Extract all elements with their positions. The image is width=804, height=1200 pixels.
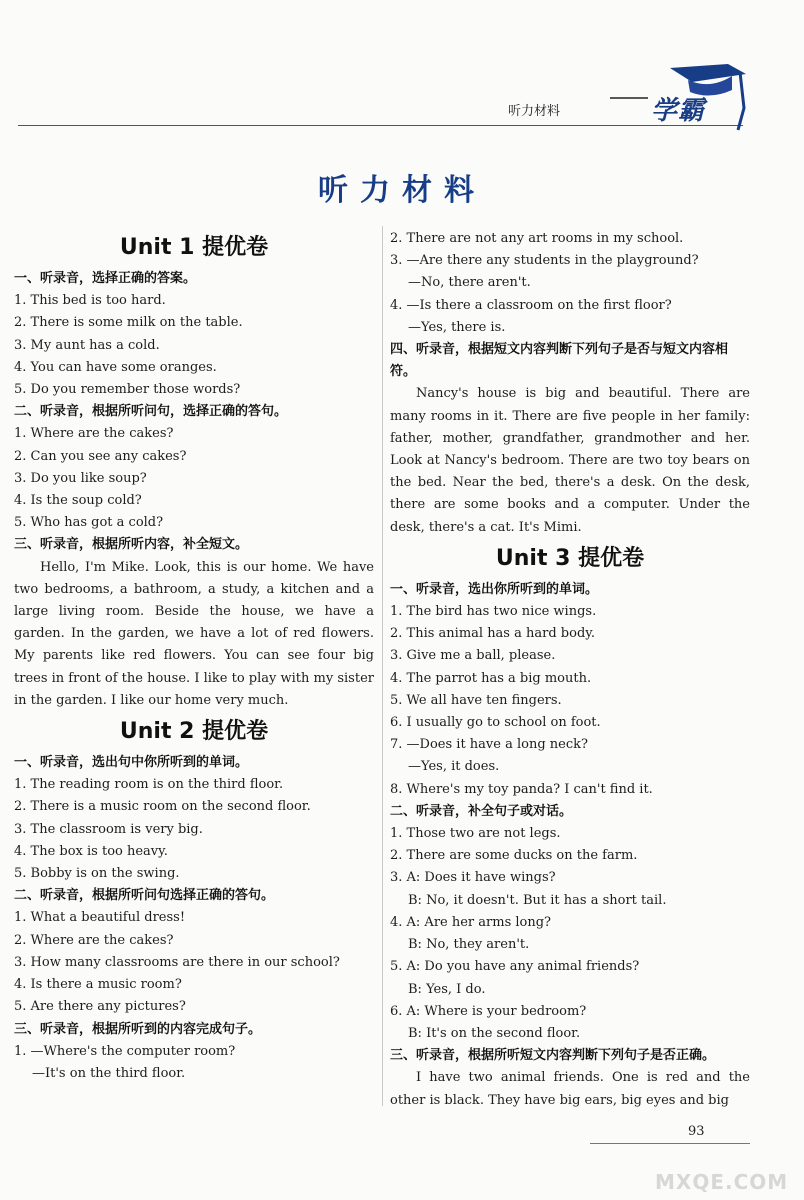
passage-paragraph: I have two animal friends. One is red and the other is black. They have big ears, big eyes and big xyxy=(390,1070,750,1108)
passage-paragraph: Nancy's house is big and beautiful. There are many rooms in it. There are five people in her family: father, mother, grandfather, grandmother and her. Look at Nancy's bedroom. There are two toy bears on the bed. Near the bed, there's a desk. On the desk, there are some books and a computer. Under the desk, there's a cat. It's Mimi. xyxy=(390,386,750,535)
list-item: 1. What a beautiful dress! xyxy=(14,910,186,926)
list-item: 1. This bed is too hard. xyxy=(14,293,166,309)
unit-heading: Unit 3 提优卷 xyxy=(495,545,645,571)
dialogue-line: —Yes, it does. xyxy=(408,759,500,775)
logo-text: 学霸 xyxy=(651,96,706,126)
unit-heading: Unit 1 提优卷 xyxy=(119,235,269,260)
page-header xyxy=(0,0,804,140)
header-label: 听力材料 xyxy=(508,104,561,119)
unit-heading: Unit 2 提优卷 xyxy=(119,719,269,745)
page-title: 听力材料 xyxy=(318,173,486,208)
dialogue-line: —No, there aren't. xyxy=(408,275,531,291)
section-heading: 二、听录音，补全句子或对话。 xyxy=(390,803,573,819)
list-item: 2. There are some ducks on the farm. xyxy=(390,848,638,864)
list-item: 5. We all have ten fingers. xyxy=(390,692,562,708)
section-heading: 一、听录音，选出你所听到的单词。 xyxy=(390,581,599,597)
dialogue-line: —It's on the third floor. xyxy=(32,1065,186,1081)
dialogue-line: B: It's on the second floor. xyxy=(408,1025,581,1041)
list-item: 2. There is a music room on the second floor. xyxy=(14,799,311,815)
dialogue-line: B: No, it doesn't. But it has a short tail. xyxy=(408,892,667,908)
list-item: 5. Are there any pictures? xyxy=(14,999,186,1015)
list-item: 1. Those two are not legs. xyxy=(390,826,561,842)
list-item: 4. The box is too heavy. xyxy=(14,843,168,859)
right-column xyxy=(390,228,750,1112)
list-item: 5. A: Do you have any animal friends? xyxy=(390,959,640,975)
list-item: 2. This animal has a hard body. xyxy=(390,626,596,642)
section-heading: 一、听录音，选出句中你所听到的单词。 xyxy=(14,755,249,771)
list-item: 6. A: Where is your bedroom? xyxy=(390,1003,587,1019)
list-item: 5. Who has got a cold? xyxy=(14,515,164,531)
list-item: 4. Is the soup cold? xyxy=(14,493,142,509)
list-item: 8. Where's my toy panda? I can't find it. xyxy=(390,781,653,797)
dialogue-line: B: No, they aren't. xyxy=(408,937,530,953)
list-item: 7. —Does it have a long neck? xyxy=(390,737,588,753)
left-column xyxy=(14,228,374,1085)
list-item: 2. Can you see any cakes? xyxy=(14,448,187,464)
list-item: 2. Where are the cakes? xyxy=(14,932,174,948)
column-divider xyxy=(382,226,383,1106)
list-item: 3. The classroom is very big. xyxy=(14,821,203,837)
section-heading: 二、听录音，根据所听问句选择正确的答句。 xyxy=(14,888,275,904)
dialogue-line: B: Yes, I do. xyxy=(408,981,486,997)
list-item: 3. Give me a ball, please. xyxy=(390,648,556,664)
list-item: 2. There is some milk on the table. xyxy=(14,315,243,331)
list-item: 4. Is there a music room? xyxy=(14,977,182,993)
section-heading: 三、听录音，根据所听内容，补全短文。 xyxy=(14,537,249,553)
page-number: 93 xyxy=(688,1124,705,1139)
section-heading: 四、听录音，根据短文内容判断下列句子是否与短文内容相符。 xyxy=(390,342,729,380)
footer-rule xyxy=(590,1143,750,1144)
list-item: 4. A: Are her arms long? xyxy=(390,914,552,930)
dialogue-line: —Yes, there is. xyxy=(408,319,506,335)
list-item: 5. Do you remember those words? xyxy=(14,382,241,398)
section-heading: 二、听录音，根据所听问句，选择正确的答句。 xyxy=(14,404,288,420)
section-heading: 一、听录音，选择正确的答案。 xyxy=(14,271,197,286)
passage-paragraph: Hello, I'm Mike. Look, this is our home. We have two bedrooms, a bathroom, a study, a kitchen and a large living room. Beside the house, we have a garden. In the garden, we have a lot of red flowers. My parents like red flowers. You can see four big trees in front of the house. I like to play with my sister in the garden. I like our home very much. xyxy=(14,559,374,708)
list-item: 6. I usually go to school on foot. xyxy=(390,715,601,731)
list-item: 3. How many classrooms are there in our school? xyxy=(14,954,340,970)
list-item: 3. —Are there any students in the playground? xyxy=(390,253,699,269)
list-item: 2. There are not any art rooms in my school. xyxy=(390,231,684,246)
list-item: 3. Do you like soup? xyxy=(14,470,147,486)
list-item: 1. Where are the cakes? xyxy=(14,426,174,442)
section-heading: 三、听录音，根据所听到的内容完成句子。 xyxy=(14,1021,262,1037)
list-item: 4. —Is there a classroom on the first floor? xyxy=(390,297,672,313)
section-heading: 三、听录音，根据所听短文内容判断下列句子是否正确。 xyxy=(390,1048,716,1064)
list-item: 3. A: Does it have wings? xyxy=(390,870,556,886)
list-item: 1. —Where's the computer room? xyxy=(14,1043,236,1059)
watermark: MXQE.COM xyxy=(655,1170,789,1194)
list-item: 5. Bobby is on the swing. xyxy=(14,866,180,882)
list-item: 1. The bird has two nice wings. xyxy=(390,604,597,620)
list-item: 1. The reading room is on the third floor. xyxy=(14,777,284,793)
list-item: 4. The parrot has a big mouth. xyxy=(390,670,592,686)
list-item: 3. My aunt has a cold. xyxy=(14,337,160,353)
list-item: 4. You can have some oranges. xyxy=(14,359,217,375)
